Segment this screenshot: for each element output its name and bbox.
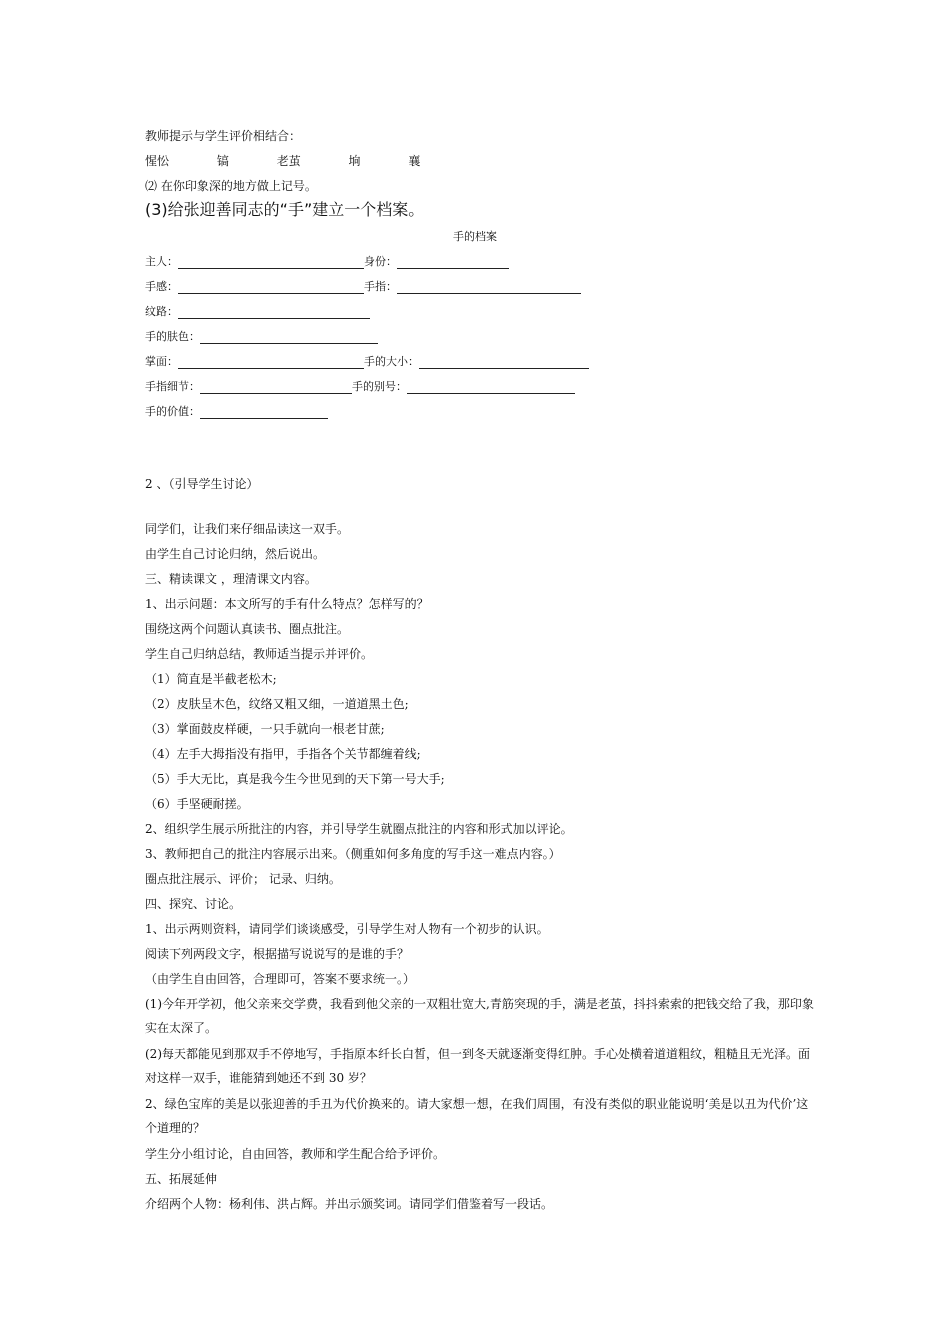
vocab-word: 老茧 (276, 154, 301, 168)
text-line: （4）左手大拇指没有指甲，手指各个关节都缠着线; (145, 747, 421, 761)
vocab-word: 襄 (408, 154, 421, 168)
value-blank[interactable] (200, 408, 328, 419)
archive-row-skin (145, 330, 378, 344)
text-line: 围绕这两个问题认真读书、圈点批注。 (145, 622, 350, 636)
skin-blank[interactable] (200, 333, 378, 344)
text-line: （6）手坚硬耐搓。 (145, 797, 249, 811)
archive-row-palm (145, 355, 589, 369)
finger-detail-blank[interactable] (200, 383, 352, 394)
vocab-word: 镐 (216, 154, 229, 168)
vocab-word: 垧 (348, 154, 361, 168)
nickname-label: 手的别号： (352, 380, 407, 393)
archive-row-texture (145, 305, 370, 319)
archive-row-feel (145, 280, 581, 294)
text-line: 介绍两个人物：杨利伟、洪占辉。并出示颁奖词。请同学们借鉴着写一段话。 (145, 1197, 554, 1211)
palm-label: 掌面： (145, 355, 178, 368)
texture-blank[interactable] (178, 308, 370, 319)
text-line: （5）手大无比，真是我今生今世见到的天下第一号大手; (145, 772, 445, 786)
feel-blank[interactable] (178, 283, 364, 294)
text-line: 四、探究、讨论。 (145, 897, 242, 911)
text-line: 由学生自己讨论归纳，然后说出。 (145, 547, 326, 561)
text-line: 五、拓展延伸 (145, 1172, 218, 1186)
archive-row-detail (145, 380, 575, 394)
text-line: 3、教师把自己的批注内容展示出来。（侧重如何多角度的写手这一难点内容。） (145, 847, 561, 861)
archive-row-owner (145, 255, 509, 269)
text-line: 学生自己归纳总结，教师适当提示并评价。 (145, 647, 374, 661)
intro-line-4: (3)给张迎善同志的“手”建立一个档案。 (145, 200, 425, 219)
vocab-word: 惺忪 (145, 154, 170, 168)
text-line: （1）简直是半截老松木; (145, 672, 277, 686)
intro-line-3: ⑵ 在你印象深的地方做上记号。 (145, 179, 317, 193)
value-label: 手的价值： (145, 405, 200, 418)
text-line: （2）皮肤呈木色，纹络又粗又细，一道道黑土色; (145, 697, 409, 711)
palm-blank[interactable] (178, 358, 364, 369)
nickname-blank[interactable] (407, 383, 575, 394)
paragraph-1: (1)今年开学初，他父亲来交学费，我看到他父亲的一双粗壮宽大,青筋突现的手，满是老茧，抖抖索索的把钱交给了我，那印象实在太深了。 (145, 997, 814, 1035)
text-line: 三、精读课文 ，理清课文内容。 (145, 572, 317, 586)
feel-label: 手感： (145, 280, 178, 293)
text-line: 1、出示两则资料，请同学们谈谈感受，引导学生对人物有一个初步的认识。 (145, 922, 549, 936)
text-line: 1、出示问题：本文所写的手有什么特点？怎样写的？ (145, 597, 429, 611)
size-blank[interactable] (419, 358, 589, 369)
archive-row-value (145, 405, 328, 419)
text-line: （由学生自由回答，合理即可，答案不要求统一。） (145, 972, 416, 986)
fingers-blank[interactable] (397, 283, 581, 294)
text-line: 圈点批注展示、评价； 记录、归纳。 (145, 872, 341, 886)
text-line: 同学们，让我们来仔细品读这一双手。 (145, 522, 350, 536)
vocab-words (145, 153, 464, 169)
identity-label: 身份： (364, 255, 397, 268)
text-line: 学生分小组讨论，自由回答，教师和学生配合给予评价。 (145, 1147, 446, 1161)
text-line: （3）掌面鼓皮样硬，一只手就向一根老甘蔗; (145, 722, 385, 736)
fingers-label: 手指： (364, 280, 397, 293)
identity-blank[interactable] (397, 258, 509, 269)
owner-blank[interactable] (178, 258, 364, 269)
skin-label: 手的肤色： (145, 330, 200, 343)
owner-label: 主人： (145, 255, 178, 268)
intro-line-1: 教师提示与学生评价相结合： (145, 129, 302, 143)
archive-title: 手的档案 (453, 230, 497, 243)
text-line: 2、组织学生展示所批注的内容，并引导学生就圈点批注的内容和形式加以评论。 (145, 822, 573, 836)
size-label: 手的大小： (364, 355, 419, 368)
paragraph-2: (2)每天都能见到那双手不停地写，手指原本纤长白皙，但一到冬天就逐渐变得红肿。手心处横着道道粗纹，粗糙且无光泽。面对这样一双手，谁能猜到她还不到 30 岁？ (145, 1047, 811, 1085)
text-line: 阅读下列两段文字，根据描写说说写的是谁的手？ (145, 947, 410, 961)
section-heading: 2 、（引导学生讨论） (145, 477, 259, 491)
finger-detail-label: 手指细节： (145, 380, 200, 393)
paragraph-3: 2、绿色宝库的美是以张迎善的手丑为代价换来的。请大家想一想，在我们周围，有没有类似的职业能说明‘美是以丑为代价’这个道理的？ (145, 1097, 809, 1135)
texture-label: 纹路： (145, 305, 178, 318)
